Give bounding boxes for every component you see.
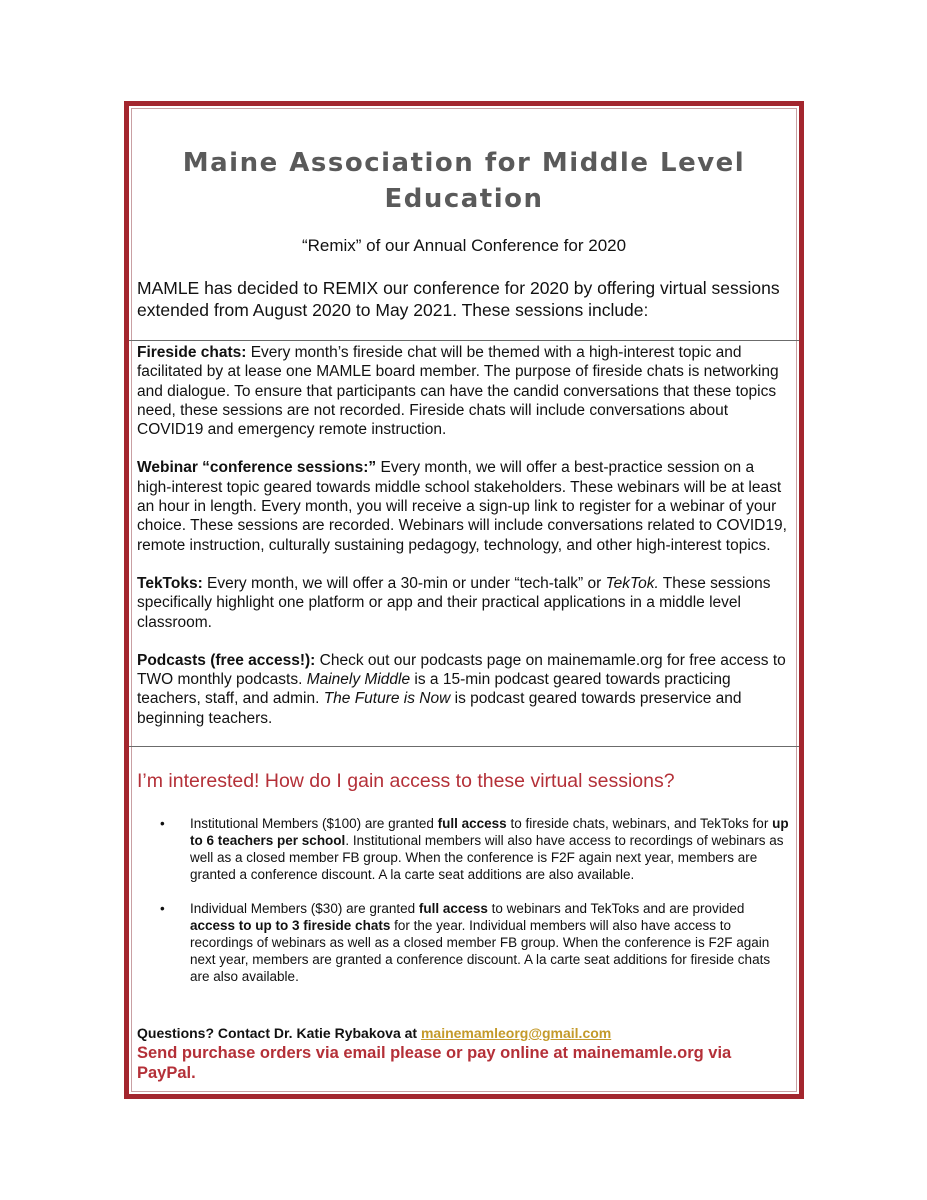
individual-bold-1: full access (418, 901, 488, 916)
session-podcasts-text-3: is podcast geared towards preservice and beginning teachers. (137, 690, 742, 727)
session-fireside-heading: Fireside chats: (137, 344, 247, 361)
session-tektoks-text-1: Every month, we will offer a 30-min or under “tech-talk” or (202, 574, 606, 592)
section-divider-top (129, 340, 799, 341)
session-podcasts (137, 651, 791, 728)
membership-list (160, 815, 790, 1002)
session-fireside-text: Every month’s fireside chat will be themed with a high-interest topic and facilitated by at lease one MAMLE board member. The purpose of fireside chats is networking and dialogue. To ensure that participants can have the candid conversations that these topics need, these sessions are not recorded. Fireside chats will include conversations about COVID19 and emergency remote instruction. (137, 344, 779, 439)
individual-bold-2: access to up to 3 fireside chats (190, 918, 391, 933)
session-webinar-heading: Webinar “conference sessions:” (137, 459, 377, 477)
institutional-bold-2: up to 6 teachers per school (190, 816, 789, 848)
podcast-mainely-middle: Mainely Middle (306, 671, 411, 689)
session-webinar (137, 458, 791, 554)
membership-institutional (160, 815, 790, 883)
session-tektoks (137, 574, 791, 632)
membership-individual (160, 900, 790, 985)
section-divider-bottom (129, 746, 799, 747)
bullet-icon: • (160, 816, 165, 831)
individual-text-2: to webinars and TekToks and are provided (487, 901, 745, 916)
session-tektoks-heading: TekToks: (137, 574, 203, 592)
document-subtitle: “Remix” of our Annual Conference for 2020 (301, 236, 627, 255)
session-tektoks-em: TekTok. (605, 574, 659, 592)
session-fireside (137, 343, 791, 439)
institutional-text-1: Institutional Members ($100) are granted (190, 816, 438, 831)
individual-text-3: for the year. Individual members will also have access to recordings of webinars as well as a closed member FB group. When the conference is F2F again next year, members are granted a conference discount. A la carte seat additions for fireside chats are also available. (190, 918, 771, 984)
session-podcasts-text-1: Check out our podcasts page on mainemamle.org for free access to TWO monthly podcasts. (137, 651, 786, 689)
contact-prefix: Questions? Contact Dr. Katie Rybakova at (137, 1025, 421, 1041)
purchase-orders-note: Send purchase orders via email please or pay online at mainemamle.org via PayPal. (137, 1044, 732, 1082)
contact-email-link[interactable]: mainemamleorg@gmail.com (420, 1025, 612, 1041)
session-tektoks-text-2: These sessions specifically highlight one platform or app and their practical applications in a middle level classroom. (137, 574, 771, 631)
session-podcasts-heading: Podcasts (free access!): (137, 651, 316, 669)
access-heading: I’m interested! How do I gain access to these virtual sessions? (137, 770, 675, 792)
institutional-bold-1: full access (437, 816, 507, 831)
bullet-icon: • (160, 901, 165, 916)
session-podcasts-text-2: is a 15-min podcast geared towards practicing teachers, staff, and admin. (137, 671, 731, 708)
session-webinar-text: Every month, we will offer a best-practice session on a high-interest topic geared towards middle school stakeholders. These webinars will be at least an hour in length. Every month, you will receive a sign-up link to register for a webinar of your choice. These sessions are recorded. Webinars will include conversations related to COVID19, remote instruction, culturally sustaining pedagogy, technology, and other high-interest topics. (137, 459, 787, 554)
podcast-future-is-now: The Future is Now (323, 690, 451, 708)
sessions-list (137, 343, 791, 747)
intro-paragraph: MAMLE has decided to REMIX our conference for 2020 by offering virtual sessions extended from August 2020 to May 2021. These sessions include: (137, 278, 780, 320)
individual-text-1: Individual Members ($30) are granted (190, 901, 419, 916)
document-title: Maine Association for Middle Level Education (182, 148, 746, 214)
institutional-text-2: to fireside chats, webinars, and TekToks for (506, 816, 773, 831)
institutional-text-3: . Institutional members will also have access to recordings of webinars as well as a closed member FB group. When the conference is F2F again next year, members are granted a conference discount. A la carte seat additions are also available. (190, 833, 784, 882)
contact-line (137, 1024, 791, 1042)
